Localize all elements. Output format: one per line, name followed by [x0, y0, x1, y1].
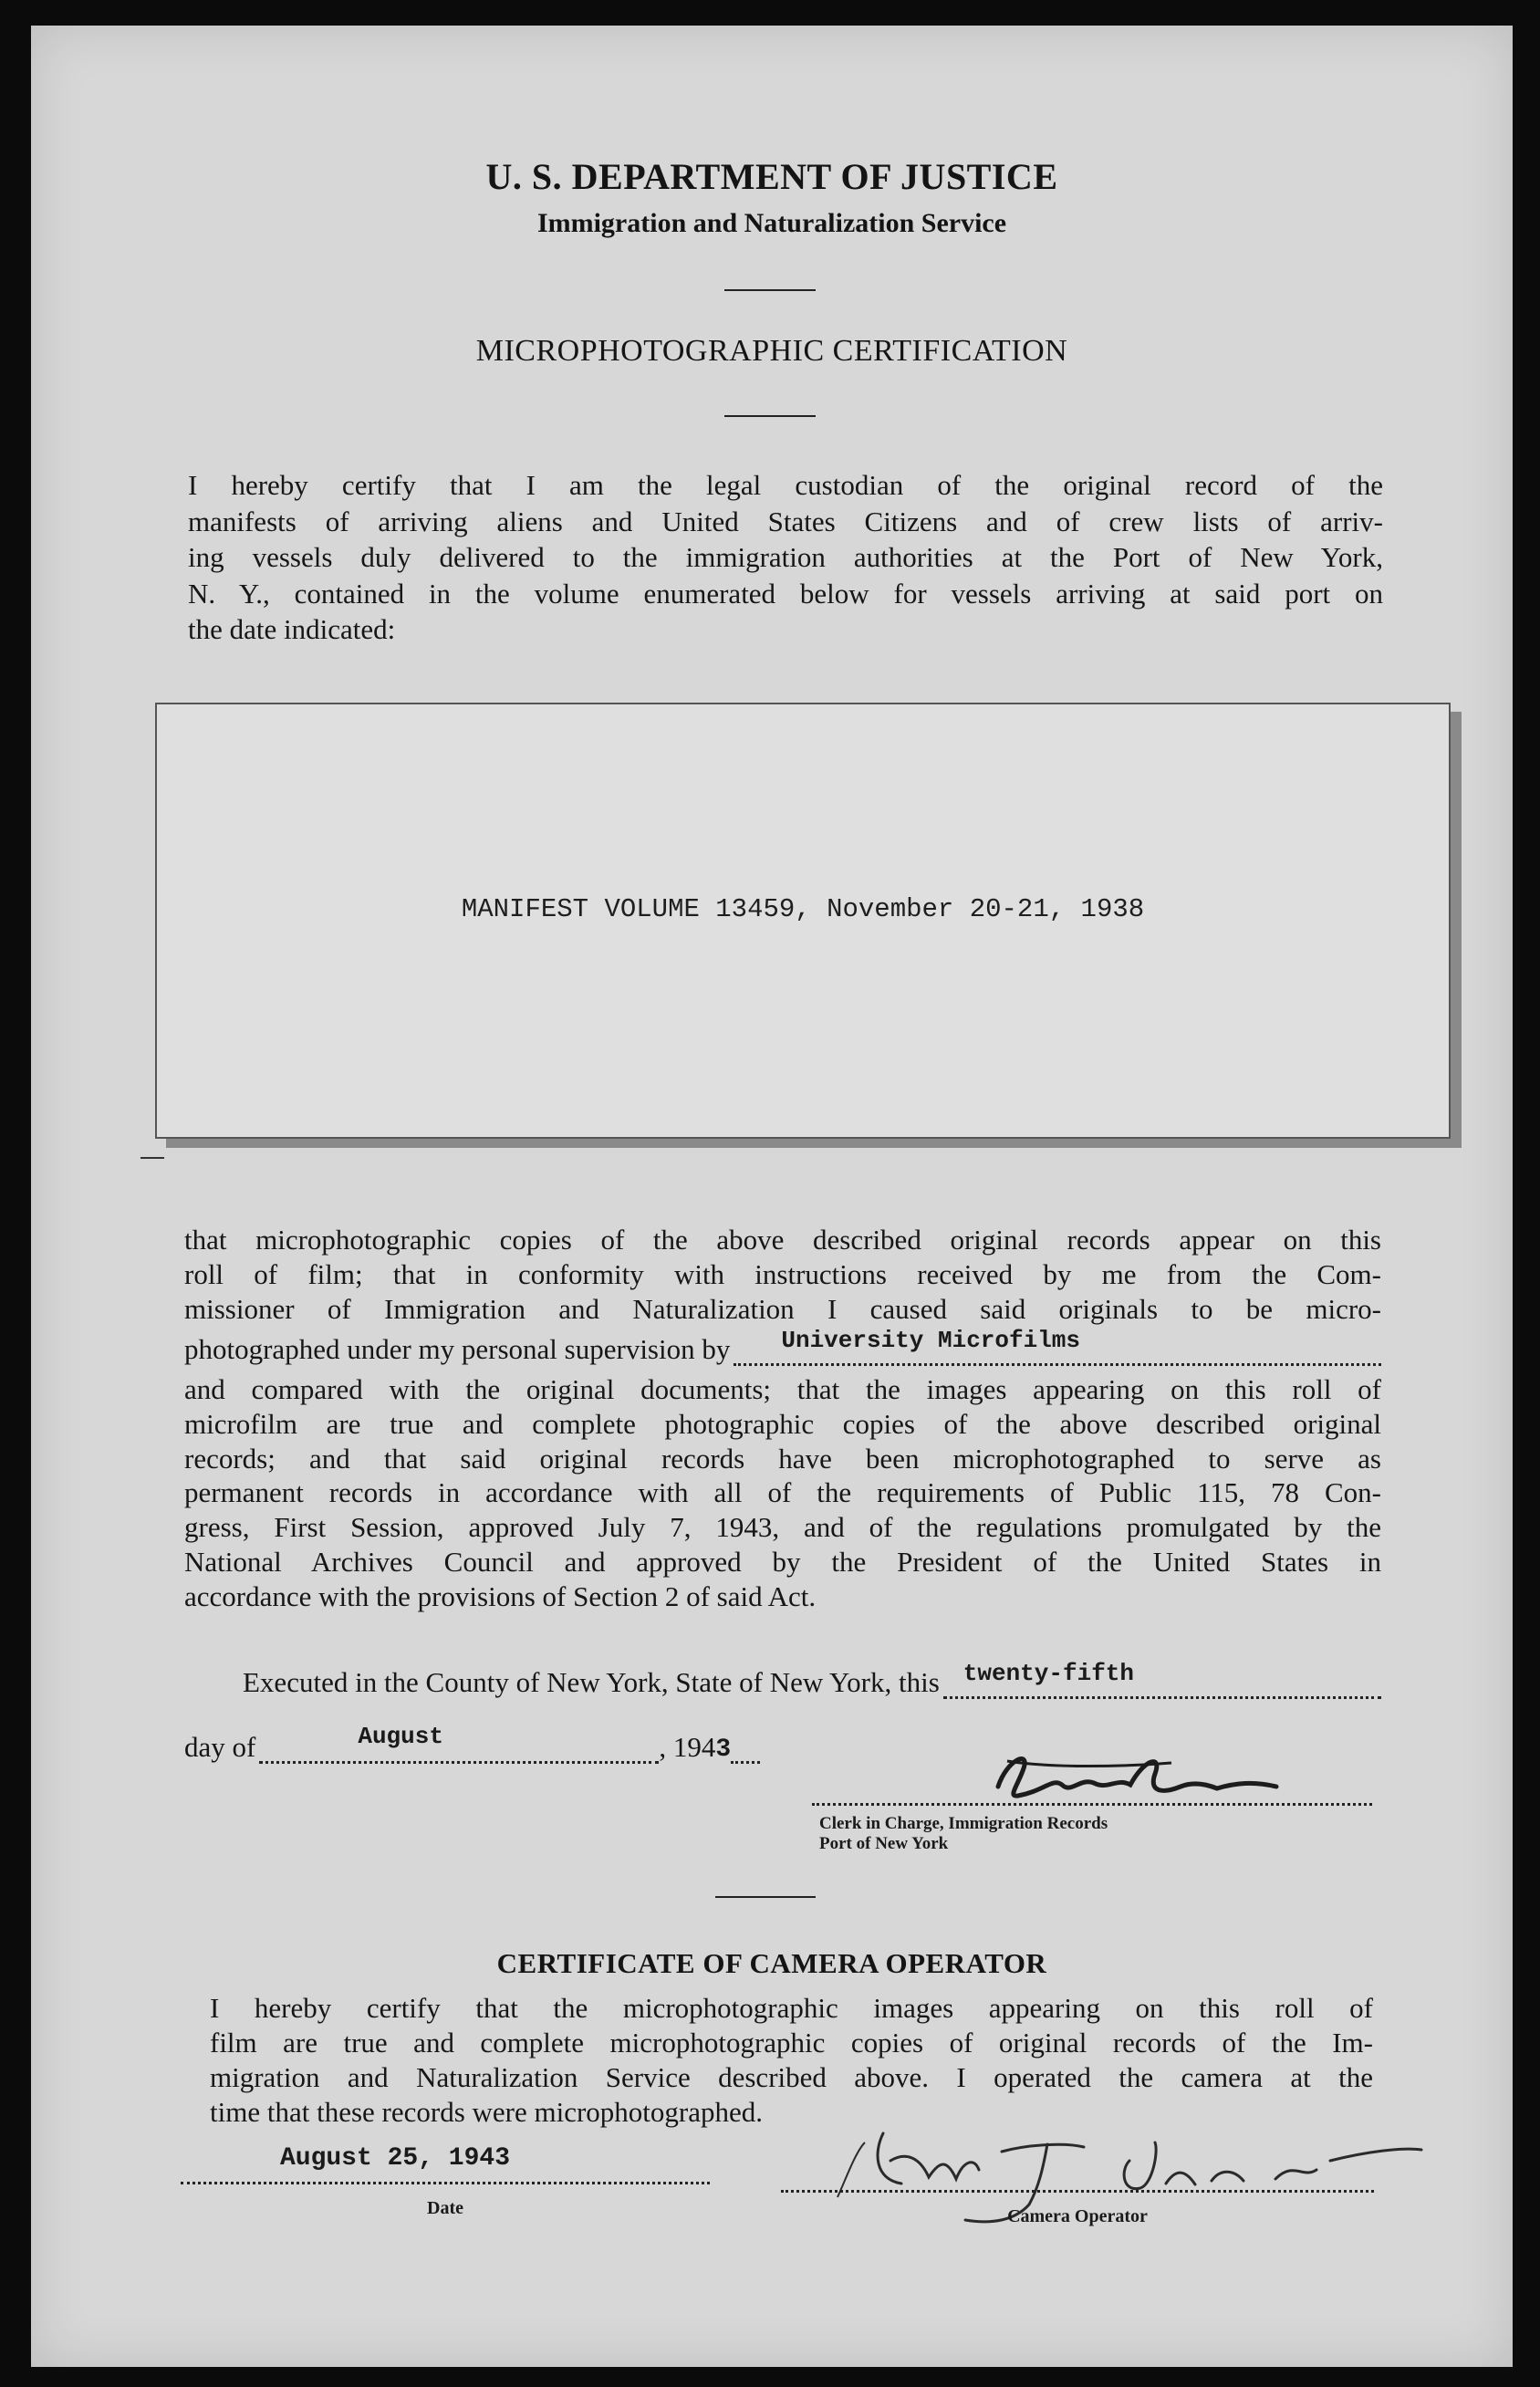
- photographed-by-blank: [734, 1327, 1381, 1366]
- service-heading: Immigration and Naturalization Service: [536, 208, 1007, 238]
- film-mark: [140, 1157, 164, 1159]
- text-line: film are true and complete microphotographic copies of original records of the Im-: [210, 2027, 1373, 2059]
- text-line: that microphotographic copies of the above described original records appear on this: [184, 1224, 1381, 1256]
- divider: [724, 289, 816, 291]
- text-line: the date indicated:: [188, 613, 396, 645]
- text-line: permanent records in accordance with all of the requirements of Public 115, 78 Con-: [184, 1476, 1381, 1509]
- clerk-signature: [779, 1741, 1372, 1823]
- operator-line: [781, 2188, 1374, 2193]
- clerk-title-line2: Port of New York: [819, 1834, 949, 1853]
- date-value: August 25, 1943: [279, 2144, 511, 2173]
- text-line: ing vessels duly delivered to the immigration authorities at the Port of New York,: [188, 541, 1383, 573]
- year-blank: [731, 1734, 760, 1764]
- volume-box: [155, 703, 1451, 1139]
- day-of-label: day of: [184, 1731, 256, 1763]
- text-line: and compared with the original documents; that the images appearing on this roll of: [184, 1373, 1381, 1405]
- divider: [715, 1896, 816, 1898]
- clerk-title: [819, 1814, 1108, 1854]
- text-line: manifests of arriving aliens and United States Citizens and of crew lists of arriv-: [188, 505, 1383, 537]
- month-blank: [259, 1723, 659, 1764]
- divider: [724, 415, 816, 417]
- photographed-by-value: University Microfilms: [781, 1327, 1081, 1354]
- department-heading: U. S. DEPARTMENT OF JUSTICE: [485, 156, 1058, 197]
- text-line: I hereby certify that I am the legal custodian of the original record of the: [188, 469, 1383, 501]
- clerk-title-line1: Clerk in Charge, Immigration Records: [819, 1814, 1108, 1833]
- date-block: [181, 2144, 710, 2219]
- text-line: time that these records were microphotographed.: [210, 2096, 763, 2128]
- text-line: roll of film; that in conformity with instructions received by me from the Com-: [184, 1258, 1381, 1290]
- date-line: [181, 2180, 710, 2184]
- photographed-by-label: photographed under my personal supervision by: [184, 1333, 731, 1365]
- text-line: records; and that said original records have been microphotographed to serve as: [184, 1442, 1381, 1475]
- operator-block: [781, 2181, 1374, 2227]
- certification-page: [31, 26, 1513, 2367]
- day-blank: [943, 1660, 1381, 1699]
- text-line: accordance with the provisions of Section 2 of said Act.: [184, 1579, 817, 1612]
- intro-paragraph: [188, 467, 1383, 648]
- clerk-signature-line: [812, 1801, 1372, 1806]
- day-value: twenty-fifth: [962, 1660, 1134, 1687]
- text-line: migration and Naturalization Service described above. I operated the camera at the: [210, 2061, 1373, 2093]
- month-value: August: [358, 1723, 443, 1750]
- text-line: I hereby certify that the microphotographic images appearing on this roll of: [210, 1992, 1373, 2024]
- clerk-signature-area: [779, 1741, 1372, 1823]
- executed-line: [243, 1660, 1381, 1699]
- camera-certificate-title: CERTIFICATE OF CAMERA OPERATOR: [496, 1947, 1047, 1979]
- text-line: missioner of Immigration and Naturalization I caused said originals to be micro-: [184, 1293, 1381, 1325]
- year-label: , 194: [659, 1731, 716, 1763]
- form-title: MICROPHOTOGRAPHIC CERTIFICATION: [475, 334, 1068, 368]
- text-line: N. Y., contained in the volume enumerated below for vessels arriving at said port on: [188, 577, 1383, 610]
- date-label: Date: [427, 2198, 463, 2218]
- operator-label: Camera Operator: [1007, 2206, 1148, 2226]
- date-of-line: [184, 1723, 760, 1764]
- photographed-by-line: [184, 1327, 1381, 1366]
- body-paragraph-b: [184, 1372, 1381, 1614]
- body-paragraph-a: [184, 1223, 1381, 1327]
- text-line: gress, First Session, approved July 7, 1943, and of the regulations promulgated by the: [184, 1511, 1381, 1544]
- text-line: microfilm are true and complete photographic copies of the above described original: [184, 1407, 1381, 1440]
- year-value: 3: [715, 1736, 732, 1764]
- text-line: National Archives Council and approved by the President of the United States in: [184, 1545, 1381, 1578]
- executed-label: Executed in the County of New York, State of New York, this: [243, 1666, 940, 1698]
- volume-label: MANIFEST VOLUME 13459, November 20-21, 1938: [461, 894, 1145, 924]
